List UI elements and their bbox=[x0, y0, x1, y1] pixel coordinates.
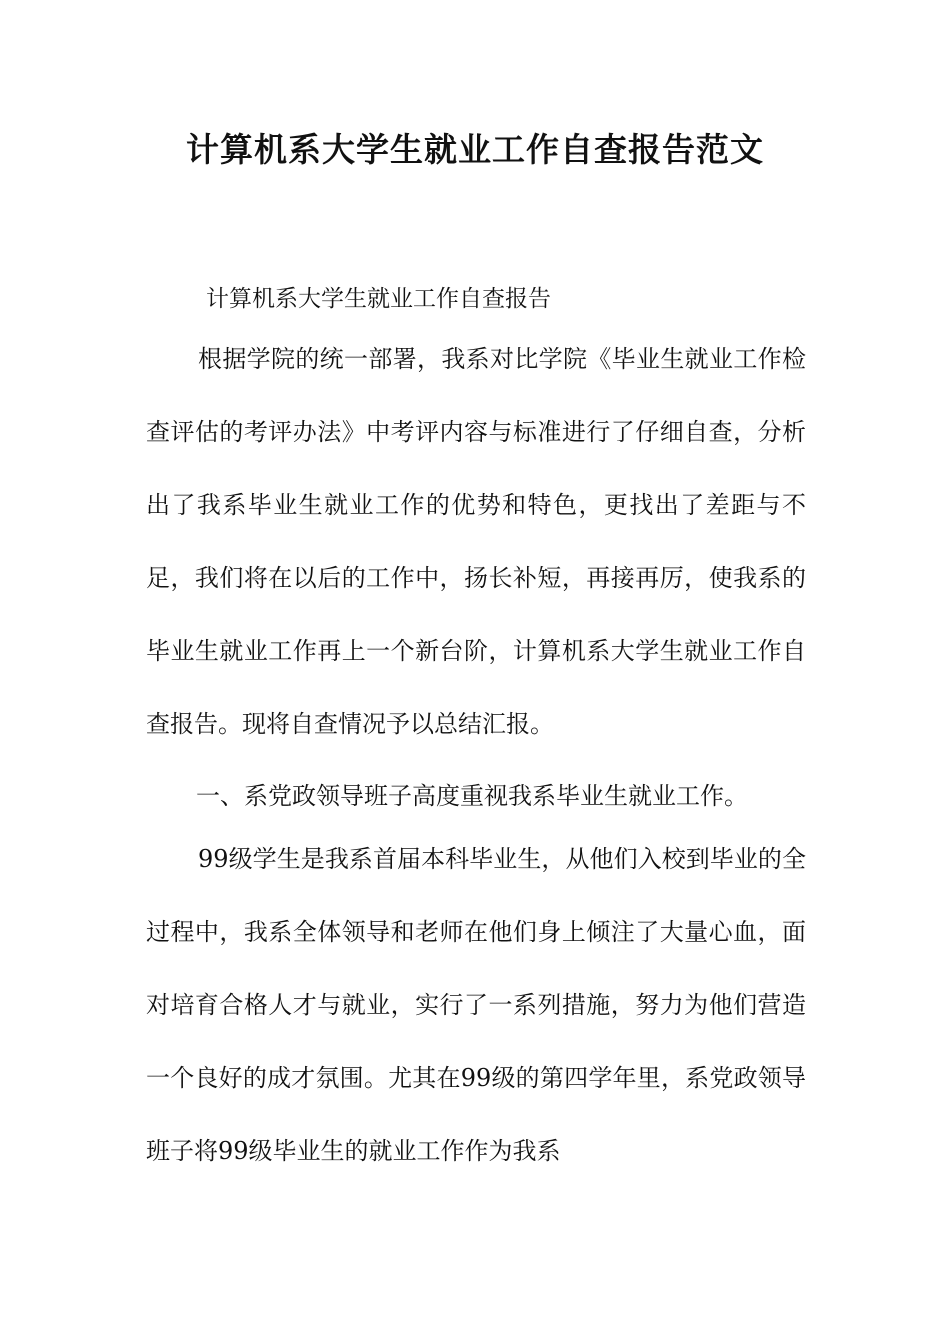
section-heading-1: 一、系党政领导班子高度重视我系毕业生就业工作。 bbox=[196, 782, 748, 810]
document-subtitle: 计算机系大学生就业工作自查报告 bbox=[206, 286, 551, 312]
document-title: 计算机系大学生就业工作自查报告范文 bbox=[186, 130, 764, 169]
paragraph-section-1: 99级学生是我系首届本科毕业生，从他们入校到毕业的全过程中，我系全体领导和老师在他们身上倾注了大量心血，面对培育合格人才与就业，实行了一系列措施，努力为他们营造一个良好的成才氛围。尤其在99级的第四学年里，系党政领导班子将99级毕业生的就业工作作为我系 bbox=[146, 845, 806, 1165]
paragraph-intro: 根据学院的统一部署，我系对比学院《毕业生就业工作检查评估的考评办法》中考评内容与标准进行了仔细自查，分析出了我系毕业生就业工作的优势和特色，更找出了差距与不足，我们将在以后的工作中，扬长补短，再接再厉，使我系的毕业生就业工作再上一个新台阶，计算机系大学生就业工作自查报告。现将自查情况予以总结汇报。 bbox=[146, 345, 806, 738]
